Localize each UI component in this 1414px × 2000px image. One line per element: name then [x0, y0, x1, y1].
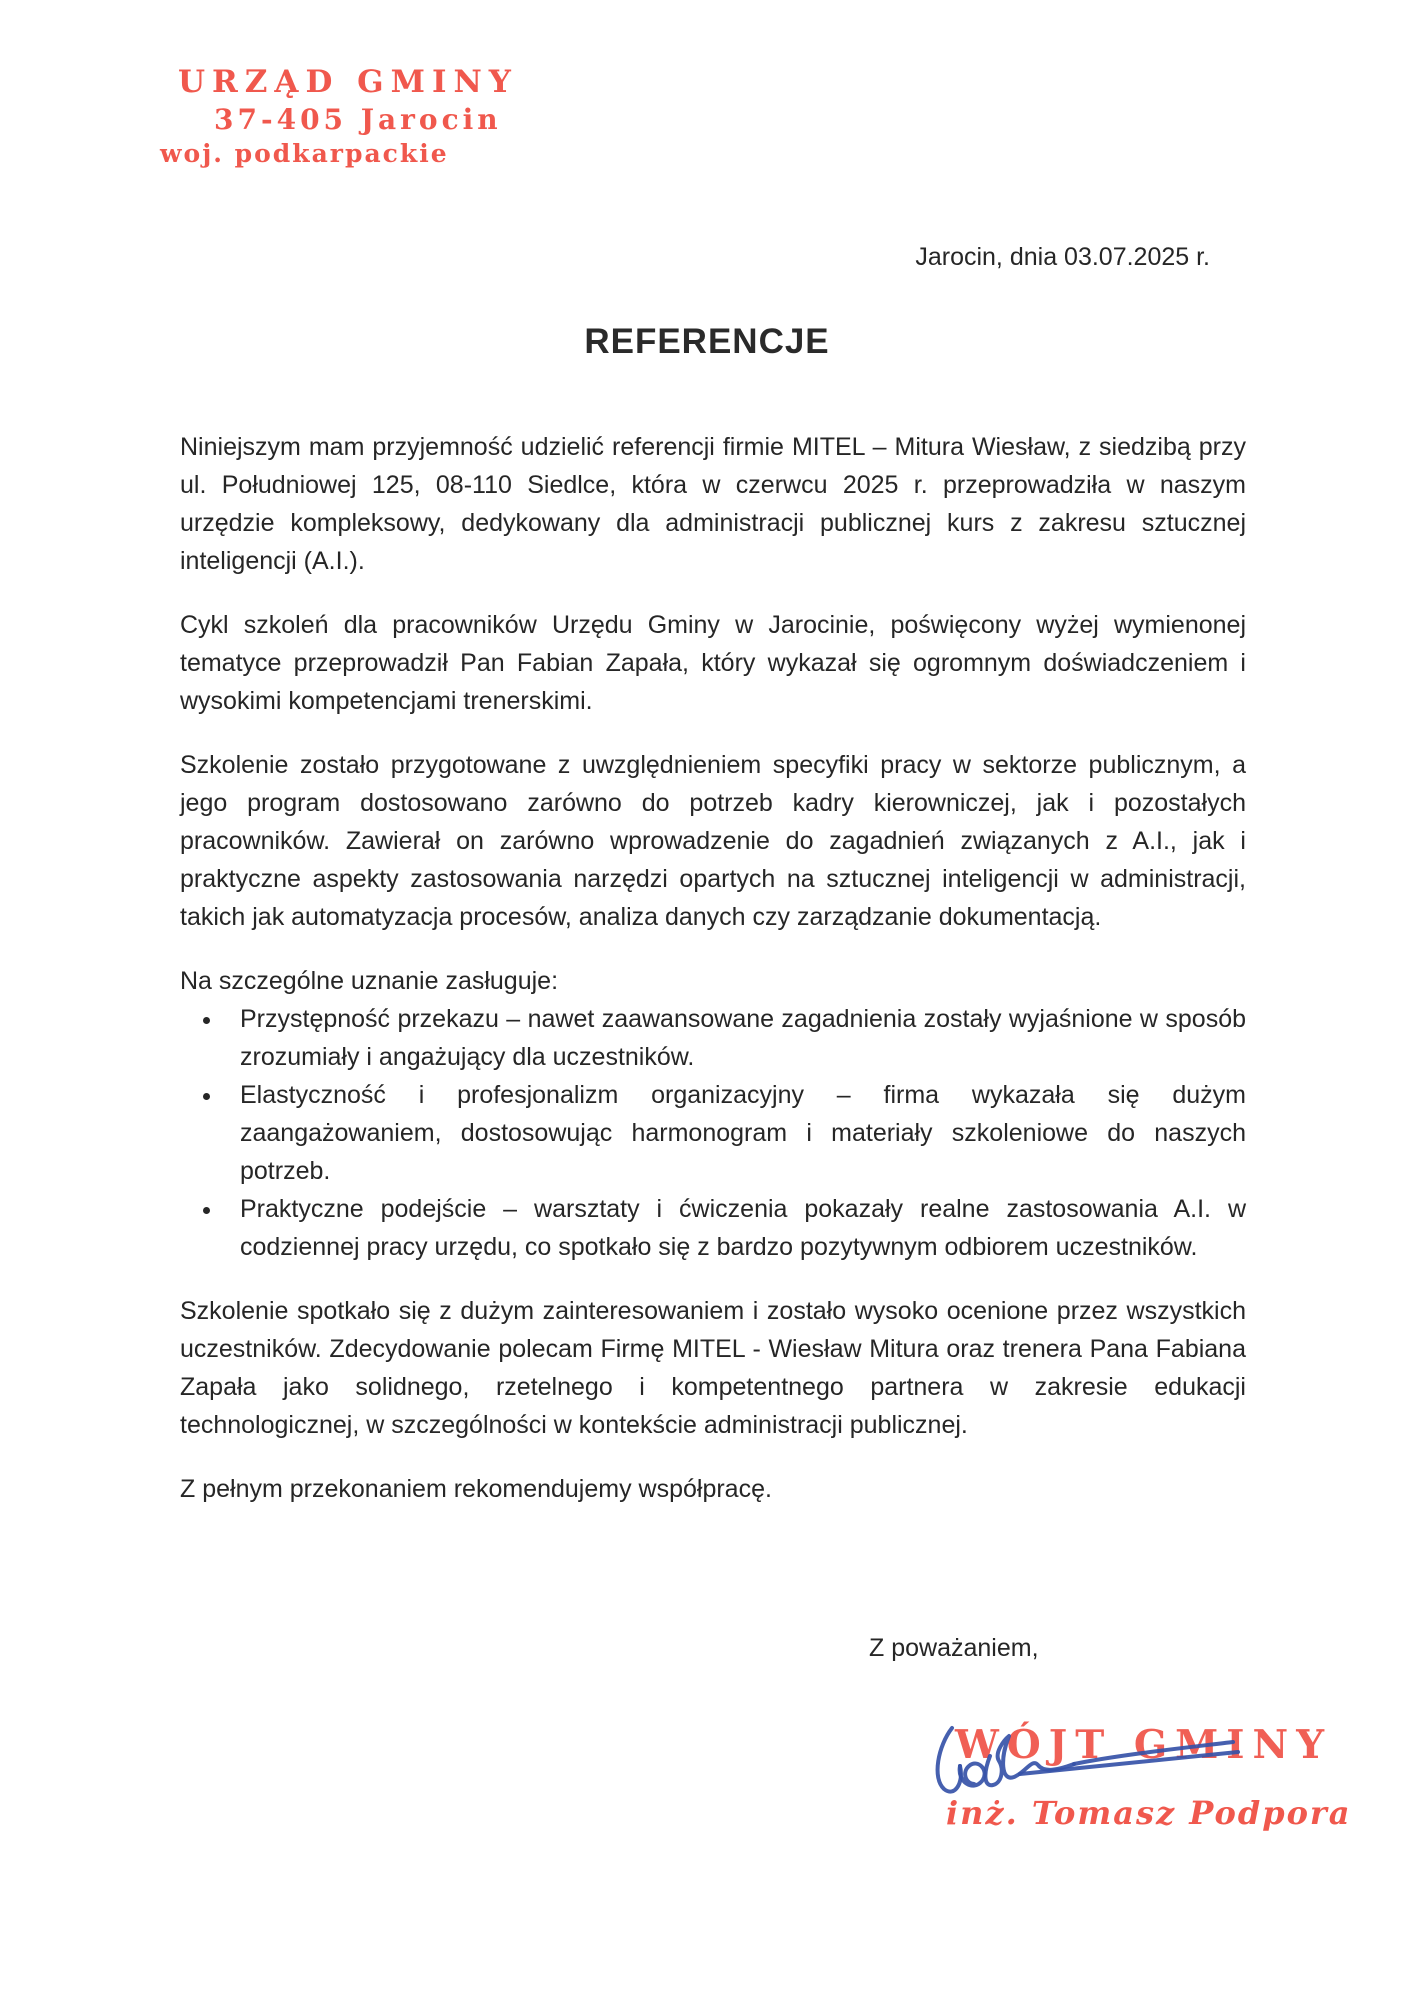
signer-name-stamp: inż. Tomasz Podpora: [946, 1794, 1352, 1832]
paragraph: Szkolenie spotkało się z dużym zainteresowaniem i zostało wysoko ocenione przez wszystkich uczestników. Zdecydowanie polecam Firmę MITEL - Wiesław Mitura oraz trenera Pana Fabiana Zapała jako solidnego, rzetelnego i kompetentnego partnera w zakresie edukacji technologicznej, w szczególności w kontekście administracji publicznej.: [180, 1297, 1246, 1439]
list-item: • Praktyczne podejście – warsztaty i ćwiczenia pokazały realne zastosowania A.I. w codziennej pracy urzędu, co spotkało się z bardzo pozytywnym odbiorem uczestników.: [224, 1190, 1246, 1266]
valediction: Z poważaniem,: [869, 1634, 1039, 1662]
list-intro: Na szczególne uznanie zasługuje:: [180, 967, 559, 995]
letter-body: [180, 428, 1246, 1534]
paragraph: Niniejszym mam przyjemność udzielić referencji firmie MITEL – Mitura Wiesław, z siedzibą przy ul. Południowej 125, 08-110 Siedlce, która w czerwcu 2025 r. przeprowadziła w naszym urzędzie kompleksowy, dedykowany dla administracji publicznej kurs z zakresu sztucznej inteligencji (A.I.).: [180, 433, 1246, 575]
list-item: • Przystępność przekazu – nawet zaawansowane zagadnienia zostały wyjaśnione w sposób zrozumiały i angażujący dla uczestników.: [224, 1000, 1246, 1076]
date-line: Jarocin, dnia 03.07.2025 r.: [915, 243, 1210, 271]
highlights-list: [180, 1000, 1246, 1266]
office-stamp-region: woj. podkarpackie: [160, 139, 449, 168]
office-stamp-name: URZĄD GMINY: [178, 64, 518, 100]
list-item: • Elastyczność i profesjonalizm organizacyjny – firma wykazała się dużym zaangażowaniem, dostosowując harmonogram i materiały szkoleniowe do naszych potrzeb.: [224, 1076, 1246, 1190]
office-stamp-address: 37-405 Jarocin: [214, 103, 502, 136]
paragraph: Szkolenie zostało przygotowane z uwzględnieniem specyfiki pracy w sektorze publicznym, a jego program dostosowano zarówno do potrzeb kadry kierowniczej, jak i pozostałych pracowników. Zawierał on zarówno wprowadzenie do zagadnień związanych z A.I., jak i praktyczne aspekty zastosowania narzędzi opartych na sztucznej inteligencji w administracji, takich jak automatyzacja procesów, analiza danych czy zarządzanie dokumentacją.: [180, 751, 1246, 931]
office-stamp: [160, 62, 518, 170]
signer-title-stamp: WÓJT GMINY: [955, 1722, 1333, 1768]
paragraph: Z pełnym przekonaniem rekomendujemy współpracę.: [180, 1475, 772, 1503]
paragraph: Cykl szkoleń dla pracowników Urzędu Gminy w Jarocinie, poświęcony wyżej wymienonej tematyce przeprowadził Pan Fabian Zapała, który wykazał się ogromnym doświadczeniem i wysokimi kompetencjami trenerskimi.: [180, 611, 1246, 715]
document-title: REFERENCJE: [584, 322, 830, 361]
handwritten-signature: [928, 1712, 1258, 1822]
